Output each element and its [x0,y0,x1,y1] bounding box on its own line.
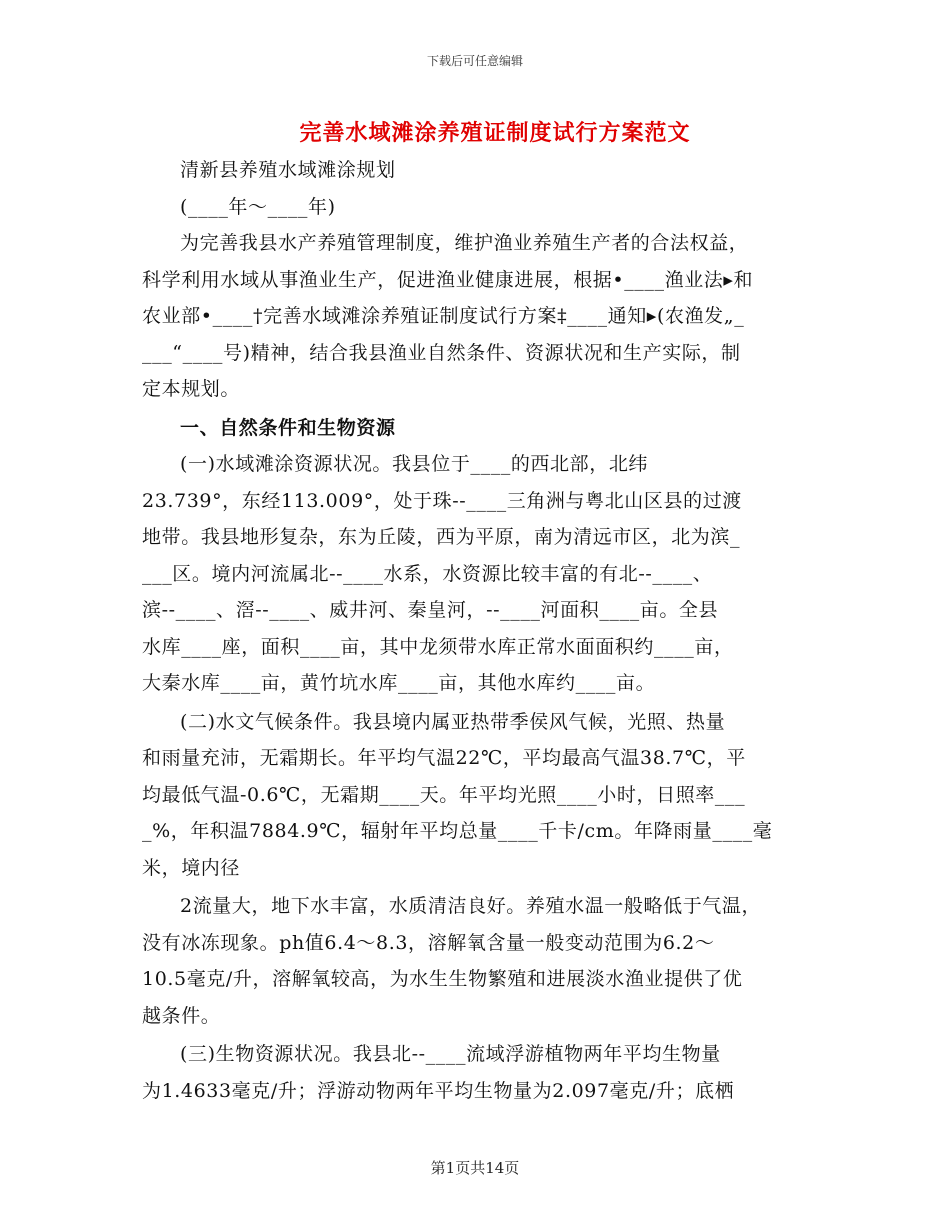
paragraph-climate: (二)水文气候条件。我县境内属亚热带季侯风气候，光照、热量 和雨量充沛，无霜期长。年平均气温22℃，平均最高气温38.7℃，平 均最低气温-0.6℃，无霜期____天。年平均光照____小时，日照率___ _%，年积温7884.9℃，辐射年平均总量____千卡/cm。年降雨量____毫 米，境内径 [142,710,773,879]
page-number: 第1页共14页 [430,1159,520,1177]
document-body [142,152,822,1109]
section-heading: 一、自然条件和生物资源 [180,416,396,439]
paragraph-water-resources: (一)水域滩涂资源状况。我县位于____的西北部，北纬 23.739°，东经113.009°，处于珠--____三角洲与粤北山区县的过渡 地带。我县地形复杂，东为丘陵，西为平原，南为清远市区，北为滨_ ___区。境内河流属北--____水系，水资源比较丰富的有北--____、 滨--____、滘--____、威井河、秦皇河，--____河面积____亩。全县 水库____座，面积____亩，其中龙须带水库正常水面面积约____亩， 大秦水库____亩，黄竹坑水库____亩，其他水库约____亩。 [142,453,742,694]
paragraph-plan-period: (____年～____年) [180,195,336,218]
paragraph-hydrology: 2流量大，地下水丰富，水质清洁良好。养殖水温一般略低于气温， 没有冰冻现象。ph值6.4～8.3，溶解氧含量一般变动范围为6.2～ 10.5毫克/升，溶解氧较高，为水生生物繁殖和进展淡水渔业提供了优 越条件。 [142,895,762,1027]
paragraph-intro: 为完善我县水产养殖管理制度，维护渔业养殖生产者的合法权益， 科学利用水域从事渔业生产，促进渔业健康进展，根据•____渔业法▸和 农业部•____†完善水域滩涂养殖证制度试行方案‡____通知▸(农渔发„_ ___“____号)精神，结合我县渔业自然条件、资源状况和生产实际，制 定本规划。 [142,232,754,400]
paragraph-plan-name: 清新县养殖水域滩涂规划 [180,159,396,181]
paragraph-biology: (三)生物资源状况。我县北--____流域浮游植物两年平均生物量 为1.4633毫克/升；浮游动物两年平均生物量为2.097毫克/升；底栖 [142,1043,735,1102]
document-title: 完善水域滩涂养殖证制度试行方案范文 [299,120,691,146]
header-note: 下载后可任意编辑 [426,54,523,68]
